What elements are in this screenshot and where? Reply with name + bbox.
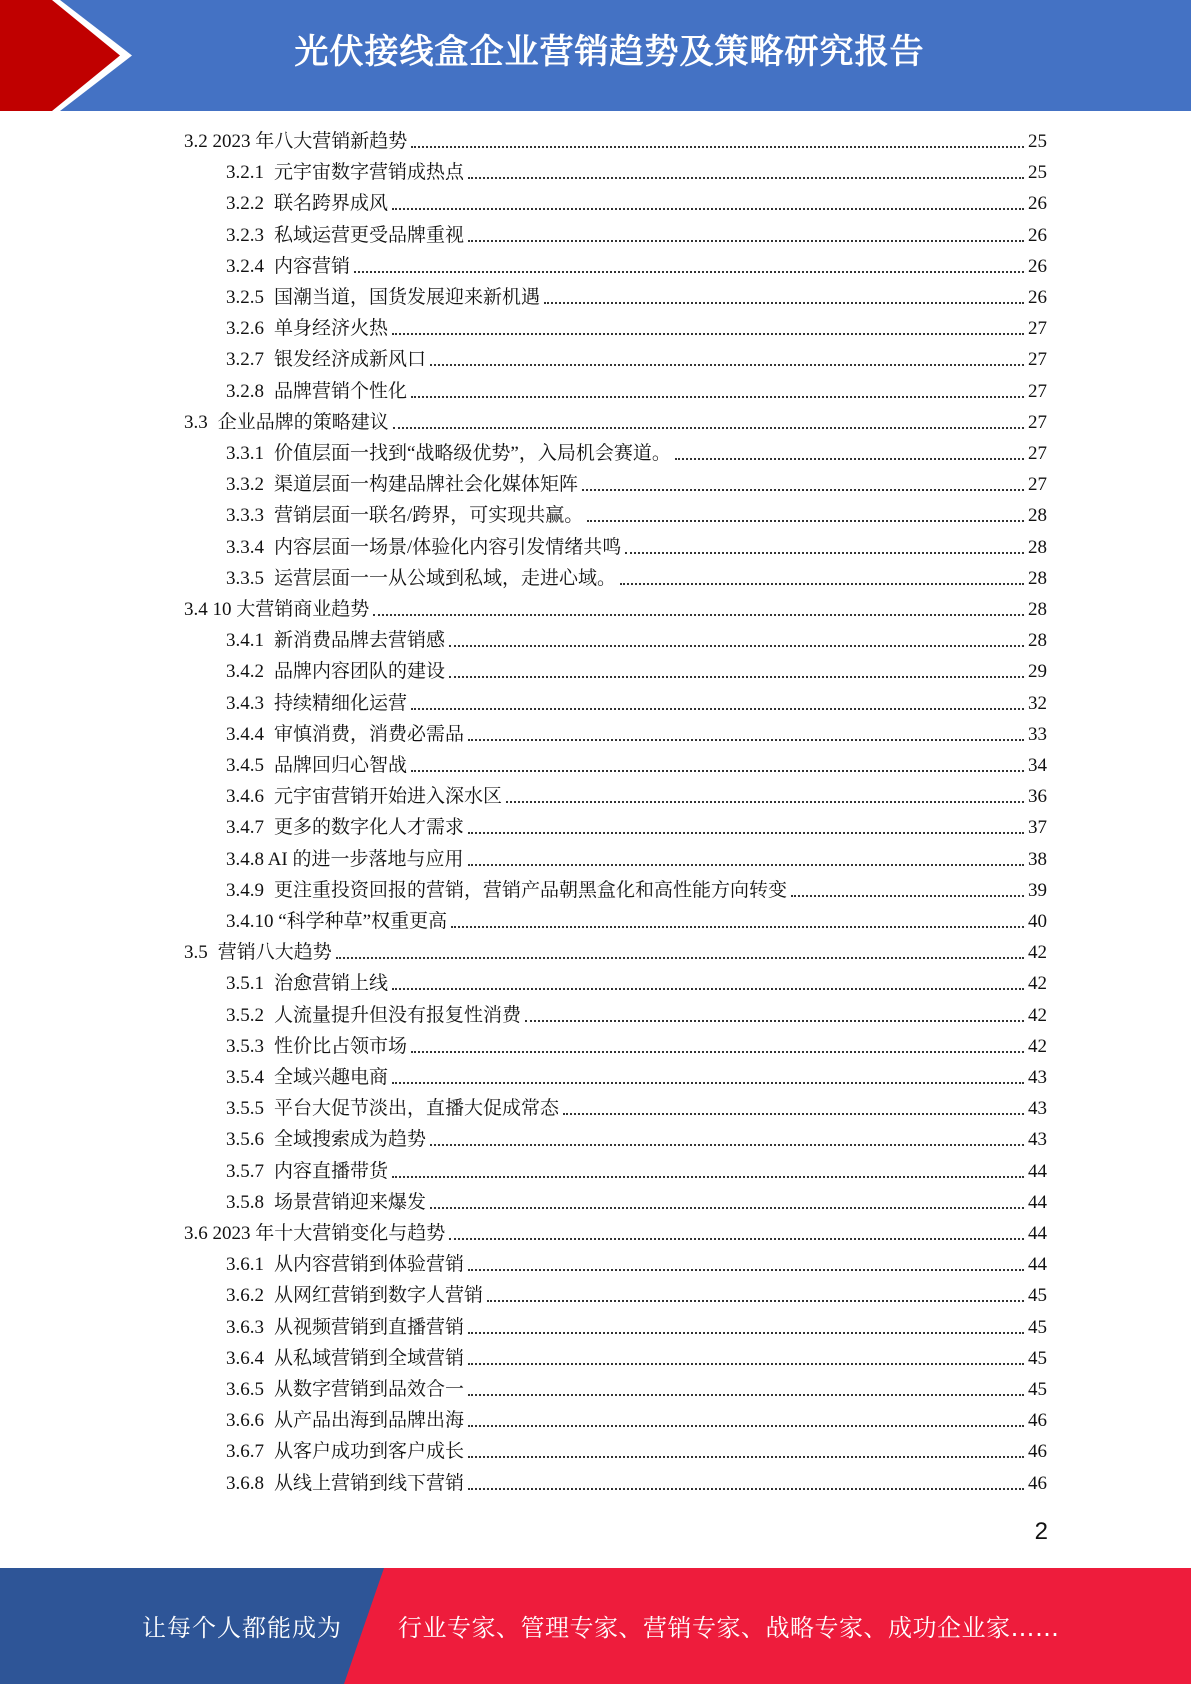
toc-entry-page: 28 bbox=[1028, 630, 1047, 652]
toc-entry[interactable] bbox=[184, 1218, 1047, 1249]
toc-leader-dots bbox=[561, 1093, 1025, 1124]
toc-entry-page: 42 bbox=[1028, 973, 1047, 995]
toc-entry-text: 从网红营销到数字人营销 bbox=[274, 1285, 484, 1307]
toc-entry-title bbox=[226, 344, 428, 375]
page-number: 2 bbox=[1034, 1518, 1048, 1545]
toc-entry[interactable] bbox=[226, 563, 1047, 594]
toc-entry-number: 3.4.1 bbox=[226, 630, 264, 652]
toc-leader-dots bbox=[585, 500, 1025, 531]
toc-entry-text: 私域运营更受品牌重视 bbox=[274, 224, 465, 246]
toc-entry-text: 价值层面一找到“战略级优势”，入局机会赛道。 bbox=[274, 443, 671, 464]
toc-entry-page: 46 bbox=[1028, 1410, 1047, 1432]
toc-entry-title bbox=[226, 1156, 390, 1187]
toc-entry-page: 43 bbox=[1028, 1067, 1047, 1088]
toc-entry-page: 37 bbox=[1028, 817, 1047, 839]
toc-entry-number: 3.6.7 bbox=[226, 1441, 264, 1463]
toc-entry-page: 34 bbox=[1028, 755, 1047, 776]
toc-entry-page: 26 bbox=[1028, 255, 1047, 277]
toc-entry-number: 3.6.5 bbox=[226, 1379, 264, 1400]
toc-entry-text: 单身经济火热 bbox=[274, 318, 389, 340]
toc-entry[interactable] bbox=[226, 282, 1047, 313]
toc-entry[interactable] bbox=[226, 1436, 1047, 1467]
toc-entry-text: 全域兴趣电商 bbox=[274, 1067, 389, 1088]
toc-leader-dots bbox=[466, 812, 1025, 843]
toc-entry-number: 3.4.3 bbox=[226, 692, 264, 714]
toc-entry-page: 46 bbox=[1028, 1441, 1047, 1463]
toc-entry-page: 44 bbox=[1028, 1254, 1047, 1276]
toc-leader-dots bbox=[409, 750, 1025, 781]
toc-entry-page: 36 bbox=[1028, 786, 1047, 808]
toc-entry-text: 全域搜索成为趋势 bbox=[274, 1129, 427, 1151]
toc-entry[interactable] bbox=[226, 781, 1047, 812]
toc-entry-title bbox=[226, 1249, 466, 1280]
toc-leader-dots bbox=[371, 594, 1025, 625]
toc-entry-title bbox=[226, 1312, 466, 1343]
toc-entry-page: 44 bbox=[1028, 1223, 1047, 1244]
toc-entry-number: 3.2.2 bbox=[226, 193, 264, 215]
toc-entry-title bbox=[226, 469, 580, 500]
toc-entry-number: 3.5.2 bbox=[226, 1004, 264, 1026]
toc-leader-dots bbox=[447, 1218, 1025, 1249]
toc-entry-title bbox=[226, 251, 352, 282]
toc-entry-title bbox=[226, 1093, 561, 1124]
toc-leader-dots bbox=[352, 251, 1025, 282]
toc-entry[interactable] bbox=[184, 937, 1047, 968]
toc-leader-dots bbox=[789, 875, 1025, 906]
toc-entry-title bbox=[226, 1468, 466, 1499]
toc-entry-text: 3.4.8 AI 的进一步落地与应用 bbox=[226, 848, 464, 870]
toc-entry-text: 3.4.10 “科学种草”权重更高 bbox=[226, 911, 448, 932]
toc-entry-title bbox=[226, 157, 466, 188]
toc-entry-number: 3.2.1 bbox=[226, 162, 264, 184]
toc-entry-text: 内容层面一场景/体验化内容引发情绪共鸣 bbox=[274, 536, 622, 558]
toc-leader-dots bbox=[409, 376, 1025, 407]
toc-entry[interactable] bbox=[184, 594, 1047, 625]
toc-entry[interactable] bbox=[226, 438, 1047, 469]
toc-entry-page: 27 bbox=[1028, 474, 1047, 496]
toc-entry-text: 元宇宙营销开始进入深水区 bbox=[274, 786, 503, 808]
toc-entry-text: 营销层面一联名/跨界，可实现共赢。 bbox=[274, 505, 584, 527]
toc-leader-dots bbox=[390, 1156, 1025, 1187]
toc-leader-dots bbox=[466, 1468, 1025, 1499]
footer-slogan: 让每个人都能成为 bbox=[142, 1614, 342, 1642]
toc-entry[interactable] bbox=[226, 1343, 1047, 1374]
toc-entry-title bbox=[226, 1405, 466, 1436]
toc-entry-page: 39 bbox=[1028, 879, 1047, 901]
toc-entry-text: 平台大促节淡出，直播大促成常态 bbox=[274, 1098, 560, 1120]
toc-entry-text: 品牌内容团队的建设 bbox=[274, 661, 446, 683]
toc-entry[interactable] bbox=[226, 251, 1047, 282]
toc-entry[interactable] bbox=[226, 188, 1047, 219]
toc-entry-title bbox=[184, 1218, 447, 1249]
toc-leader-dots bbox=[409, 126, 1025, 157]
toc-entry[interactable] bbox=[226, 1124, 1047, 1155]
toc-entry[interactable] bbox=[184, 407, 1047, 438]
toc-entry-title bbox=[226, 1436, 466, 1467]
toc-leader-dots bbox=[618, 563, 1025, 594]
toc-entry-title bbox=[226, 438, 673, 469]
toc-entry-text: 持续精细化运营 bbox=[274, 692, 408, 714]
toc-leader-dots bbox=[466, 719, 1025, 750]
toc-entry-title bbox=[226, 188, 390, 219]
toc-entry-text: 品牌营销个性化 bbox=[274, 380, 408, 402]
toc-entry-text: 从视频营销到直播营销 bbox=[274, 1316, 465, 1338]
toc-entry-text: 运营层面一一从公域到私域，走进心域。 bbox=[274, 567, 617, 589]
toc-entry-text: 国潮当道，国货发展迎来新机遇 bbox=[274, 287, 541, 308]
toc-leader-dots bbox=[334, 937, 1025, 968]
toc-entry[interactable] bbox=[226, 1280, 1047, 1311]
toc-entry-number: 3.5.6 bbox=[226, 1129, 264, 1151]
toc-entry-text: 从内容营销到体验营销 bbox=[274, 1254, 465, 1276]
toc-leader-dots bbox=[466, 844, 1025, 875]
toc-entry-text: 人流量提升但没有报复性消费 bbox=[274, 1004, 522, 1026]
toc-entry-text: 内容直播带货 bbox=[274, 1160, 389, 1182]
footer-roles: 行业专家、管理专家、营销专家、战略专家、成功企业家…… bbox=[398, 1614, 1060, 1642]
toc-leader-dots bbox=[428, 344, 1025, 375]
toc-entry-title bbox=[226, 313, 390, 344]
toc-entry-number: 3.4.7 bbox=[226, 817, 264, 839]
toc-entry-number: 3.5.8 bbox=[226, 1191, 264, 1213]
toc-entry-number: 3.4.6 bbox=[226, 786, 264, 808]
toc-entry-page: 27 bbox=[1028, 318, 1047, 340]
toc-entry[interactable] bbox=[226, 1031, 1047, 1062]
toc-entry-text: 审慎消费，消费必需品 bbox=[274, 723, 465, 745]
toc-entry-number: 3.6.1 bbox=[226, 1254, 264, 1276]
toc-entry-title bbox=[226, 906, 449, 937]
toc-leader-dots bbox=[428, 1187, 1025, 1218]
toc-entry-title bbox=[184, 407, 391, 438]
toc-entry-title bbox=[184, 594, 371, 625]
toc-leader-dots bbox=[580, 469, 1025, 500]
toc-leader-dots bbox=[391, 407, 1025, 438]
toc-entry[interactable] bbox=[226, 656, 1047, 687]
toc-entry[interactable] bbox=[226, 532, 1047, 563]
toc-entry-number: 3.5.1 bbox=[226, 973, 264, 995]
toc-entry-number: 3.6.2 bbox=[226, 1285, 264, 1307]
toc-entry-text: 3.4 10 大营销商业趋势 bbox=[184, 599, 370, 620]
toc-entry-page: 42 bbox=[1028, 1035, 1047, 1057]
toc-entry-title bbox=[226, 875, 789, 906]
toc-entry-text: 从私域营销到全域营销 bbox=[274, 1347, 465, 1369]
toc-leader-dots bbox=[390, 188, 1025, 219]
toc-entry-number: 3.2.3 bbox=[226, 224, 264, 246]
toc-entry-title bbox=[226, 688, 409, 719]
toc-entry-page: 27 bbox=[1028, 443, 1047, 464]
toc-leader-dots bbox=[390, 1062, 1025, 1093]
toc-entry-page: 26 bbox=[1028, 193, 1047, 215]
toc-entry-page: 26 bbox=[1028, 224, 1047, 246]
toc-entry[interactable] bbox=[226, 157, 1047, 188]
toc-entry-title bbox=[226, 781, 504, 812]
toc-entry[interactable] bbox=[226, 376, 1047, 407]
toc-leader-dots bbox=[466, 157, 1025, 188]
toc-entry-title bbox=[226, 1031, 409, 1062]
toc-entry-number: 3.3.1 bbox=[226, 443, 264, 464]
toc-leader-dots bbox=[542, 282, 1025, 313]
toc-entry-number: 3.3.5 bbox=[226, 567, 264, 589]
toc-entry[interactable] bbox=[226, 625, 1047, 656]
toc-entry-number: 3.6.6 bbox=[226, 1410, 264, 1432]
toc-entry-text: 3.6 2023 年十大营销变化与趋势 bbox=[184, 1223, 446, 1244]
toc-entry-page: 27 bbox=[1028, 411, 1047, 433]
toc-entry-title bbox=[226, 500, 585, 531]
toc-entry[interactable] bbox=[226, 1000, 1047, 1031]
toc-entry[interactable] bbox=[226, 719, 1047, 750]
toc-entry[interactable] bbox=[226, 875, 1047, 906]
toc-entry-page: 29 bbox=[1028, 661, 1047, 683]
toc-leader-dots bbox=[466, 220, 1025, 251]
toc-entry-title bbox=[184, 126, 409, 157]
toc-entry-number: 3.4.5 bbox=[226, 755, 264, 776]
toc-entry-number: 3.4.4 bbox=[226, 723, 264, 745]
toc-entry-text: 内容营销 bbox=[274, 255, 351, 277]
toc-entry-title bbox=[226, 1062, 390, 1093]
toc-entry-page: 45 bbox=[1028, 1347, 1047, 1369]
toc-entry-page: 45 bbox=[1028, 1379, 1047, 1400]
toc-leader-dots bbox=[466, 1312, 1025, 1343]
document-title: 光伏接线盒企业营销趋势及策略研究报告 bbox=[294, 32, 925, 72]
toc-entry-text: 从产品出海到品牌出海 bbox=[274, 1410, 465, 1432]
toc-entry-page: 43 bbox=[1028, 1098, 1047, 1120]
toc-entry[interactable] bbox=[226, 1468, 1047, 1499]
toc-entry-title bbox=[184, 937, 334, 968]
toc-entry-page: 45 bbox=[1028, 1285, 1047, 1307]
toc-entry-page: 28 bbox=[1028, 599, 1047, 620]
toc-entry[interactable] bbox=[226, 469, 1047, 500]
toc-entry-text: 场景营销迎来爆发 bbox=[274, 1191, 427, 1213]
toc-entry-page: 27 bbox=[1028, 349, 1047, 371]
toc-entry-page: 45 bbox=[1028, 1316, 1047, 1338]
toc-entry-number: 3.5.7 bbox=[226, 1160, 264, 1182]
toc-leader-dots bbox=[447, 625, 1025, 656]
toc-entry-number: 3.6.4 bbox=[226, 1347, 264, 1369]
toc-entry-number: 3.2.5 bbox=[226, 287, 264, 308]
toc-entry-number: 3.3.4 bbox=[226, 536, 264, 558]
toc-entry-number: 3.4.2 bbox=[226, 661, 264, 683]
toc-entry-number: 3.2.7 bbox=[226, 349, 264, 371]
toc-entry-page: 28 bbox=[1028, 505, 1047, 527]
toc-entry-title bbox=[226, 968, 390, 999]
toc-entry[interactable] bbox=[226, 750, 1047, 781]
toc-entry-title bbox=[226, 1280, 485, 1311]
toc-leader-dots bbox=[449, 906, 1025, 937]
toc-entry-title bbox=[226, 1374, 466, 1405]
toc-leader-dots bbox=[390, 313, 1025, 344]
toc-entry-text: 更注重投资回报的营销，营销产品朝黑盒化和高性能方向转变 bbox=[274, 879, 788, 901]
toc-entry-page: 42 bbox=[1028, 1004, 1047, 1026]
toc-entry-page: 44 bbox=[1028, 1160, 1047, 1182]
toc-entry-number: 3.4.9 bbox=[226, 879, 264, 901]
toc-entry-page: 25 bbox=[1028, 162, 1047, 184]
toc-entry-title bbox=[226, 844, 466, 875]
toc-entry-title bbox=[226, 812, 466, 843]
toc-entry-page: 44 bbox=[1028, 1191, 1047, 1213]
toc-entry-title bbox=[226, 282, 542, 313]
toc-entry-page: 27 bbox=[1028, 380, 1047, 402]
toc-entry-page: 28 bbox=[1028, 536, 1047, 558]
header-banner bbox=[0, 0, 1191, 111]
toc-entry-title bbox=[226, 1187, 428, 1218]
toc-entry[interactable] bbox=[226, 906, 1047, 937]
toc-entry-number: 3.2.6 bbox=[226, 318, 264, 340]
toc-entry[interactable] bbox=[226, 688, 1047, 719]
toc-entry-text: 更多的数字化人才需求 bbox=[274, 817, 465, 839]
toc-entry-number: 3.3 bbox=[184, 411, 208, 433]
toc-entry[interactable] bbox=[226, 968, 1047, 999]
toc-entry-text: 性价比占领市场 bbox=[274, 1035, 408, 1057]
toc-entry-number: 3.5.3 bbox=[226, 1035, 264, 1057]
toc-leader-dots bbox=[409, 688, 1025, 719]
toc-entry-text: 企业品牌的策略建议 bbox=[217, 411, 389, 433]
toc-entry-number: 3.5 bbox=[184, 942, 208, 964]
toc-entry[interactable] bbox=[226, 1312, 1047, 1343]
toc-leader-dots bbox=[466, 1374, 1025, 1405]
toc-leader-dots bbox=[504, 781, 1025, 812]
toc-leader-dots bbox=[466, 1343, 1025, 1374]
toc-entry-title bbox=[226, 625, 447, 656]
toc-entry-number: 3.2.8 bbox=[226, 380, 264, 402]
toc-entry-title bbox=[226, 656, 447, 687]
toc-entry[interactable] bbox=[226, 1249, 1047, 1280]
toc-leader-dots bbox=[623, 532, 1025, 563]
toc-entry-title bbox=[226, 719, 466, 750]
toc-entry-text: 治愈营销上线 bbox=[274, 973, 389, 995]
toc-entry[interactable] bbox=[226, 1156, 1047, 1187]
toc-leader-dots bbox=[447, 656, 1025, 687]
toc-entry-text: 渠道层面一构建品牌社会化媒体矩阵 bbox=[274, 474, 579, 496]
toc-entry-page: 33 bbox=[1028, 723, 1047, 745]
toc-entry-number: 3.6.8 bbox=[226, 1472, 264, 1494]
toc-entry-page: 43 bbox=[1028, 1129, 1047, 1151]
toc-entry-text: 从数字营销到品效合一 bbox=[274, 1379, 465, 1400]
toc-entry-number: 3.2.4 bbox=[226, 255, 264, 277]
toc-entry-number: 3.3.3 bbox=[226, 505, 264, 527]
toc-entry[interactable] bbox=[226, 1093, 1047, 1124]
toc-entry[interactable] bbox=[226, 1187, 1047, 1218]
toc-entry-text: 3.2 2023 年八大营销新趋势 bbox=[184, 131, 408, 152]
toc-leader-dots bbox=[466, 1405, 1025, 1436]
toc-entry-text: 从客户成功到客户成长 bbox=[274, 1441, 465, 1463]
footer-banner bbox=[0, 1568, 1191, 1684]
toc-entry-title bbox=[226, 1124, 428, 1155]
toc-entry-text: 营销八大趋势 bbox=[217, 942, 332, 964]
toc-entry[interactable] bbox=[226, 500, 1047, 531]
toc-leader-dots bbox=[485, 1280, 1025, 1311]
toc-entry[interactable] bbox=[226, 344, 1047, 375]
toc-entry-text: 联名跨界成风 bbox=[274, 193, 389, 215]
toc-entry[interactable] bbox=[226, 313, 1047, 344]
toc-leader-dots bbox=[409, 1031, 1025, 1062]
toc-entry[interactable] bbox=[226, 1374, 1047, 1405]
toc-entry-page: 46 bbox=[1028, 1472, 1047, 1494]
toc-entry[interactable] bbox=[226, 1405, 1047, 1436]
toc-entry[interactable] bbox=[226, 812, 1047, 843]
toc-entry[interactable] bbox=[226, 1062, 1047, 1093]
toc-entry-number: 3.6.3 bbox=[226, 1316, 264, 1338]
toc-entry-text: 元宇宙数字营销成热点 bbox=[274, 162, 465, 184]
toc-entry-title bbox=[226, 220, 466, 251]
toc-entry-text: 从线上营销到线下营销 bbox=[274, 1472, 465, 1494]
toc-leader-dots bbox=[428, 1124, 1025, 1155]
toc-entry-text: 银发经济成新风口 bbox=[274, 349, 427, 371]
toc-entry-page: 40 bbox=[1028, 911, 1047, 932]
toc-entry-title bbox=[226, 750, 409, 781]
toc-entry-number: 3.5.4 bbox=[226, 1067, 264, 1088]
toc-leader-dots bbox=[673, 438, 1025, 469]
toc-entry-page: 26 bbox=[1028, 287, 1047, 308]
toc-entry-title bbox=[226, 1343, 466, 1374]
toc-entry-page: 28 bbox=[1028, 567, 1047, 589]
toc-leader-dots bbox=[390, 968, 1025, 999]
toc-entry-page: 38 bbox=[1028, 848, 1047, 870]
toc-leader-dots bbox=[466, 1436, 1025, 1467]
toc-entry-text: 品牌回归心智战 bbox=[274, 755, 408, 776]
toc-entry-title bbox=[226, 532, 623, 563]
toc-entry[interactable] bbox=[226, 844, 1047, 875]
toc-entry[interactable] bbox=[184, 126, 1047, 157]
toc-entry-page: 42 bbox=[1028, 942, 1047, 964]
toc-entry-title bbox=[226, 376, 409, 407]
toc-entry-title bbox=[226, 563, 618, 594]
toc-leader-dots bbox=[466, 1249, 1025, 1280]
toc-leader-dots bbox=[523, 1000, 1025, 1031]
toc-entry-number: 3.3.2 bbox=[226, 474, 264, 496]
toc-entry-page: 25 bbox=[1028, 131, 1047, 152]
toc-entry-page: 32 bbox=[1028, 692, 1047, 714]
toc-entry-title bbox=[226, 1000, 523, 1031]
toc-entry[interactable] bbox=[226, 220, 1047, 251]
toc-entry-text: 新消费品牌去营销感 bbox=[274, 630, 446, 652]
toc-entry-number: 3.5.5 bbox=[226, 1098, 264, 1120]
